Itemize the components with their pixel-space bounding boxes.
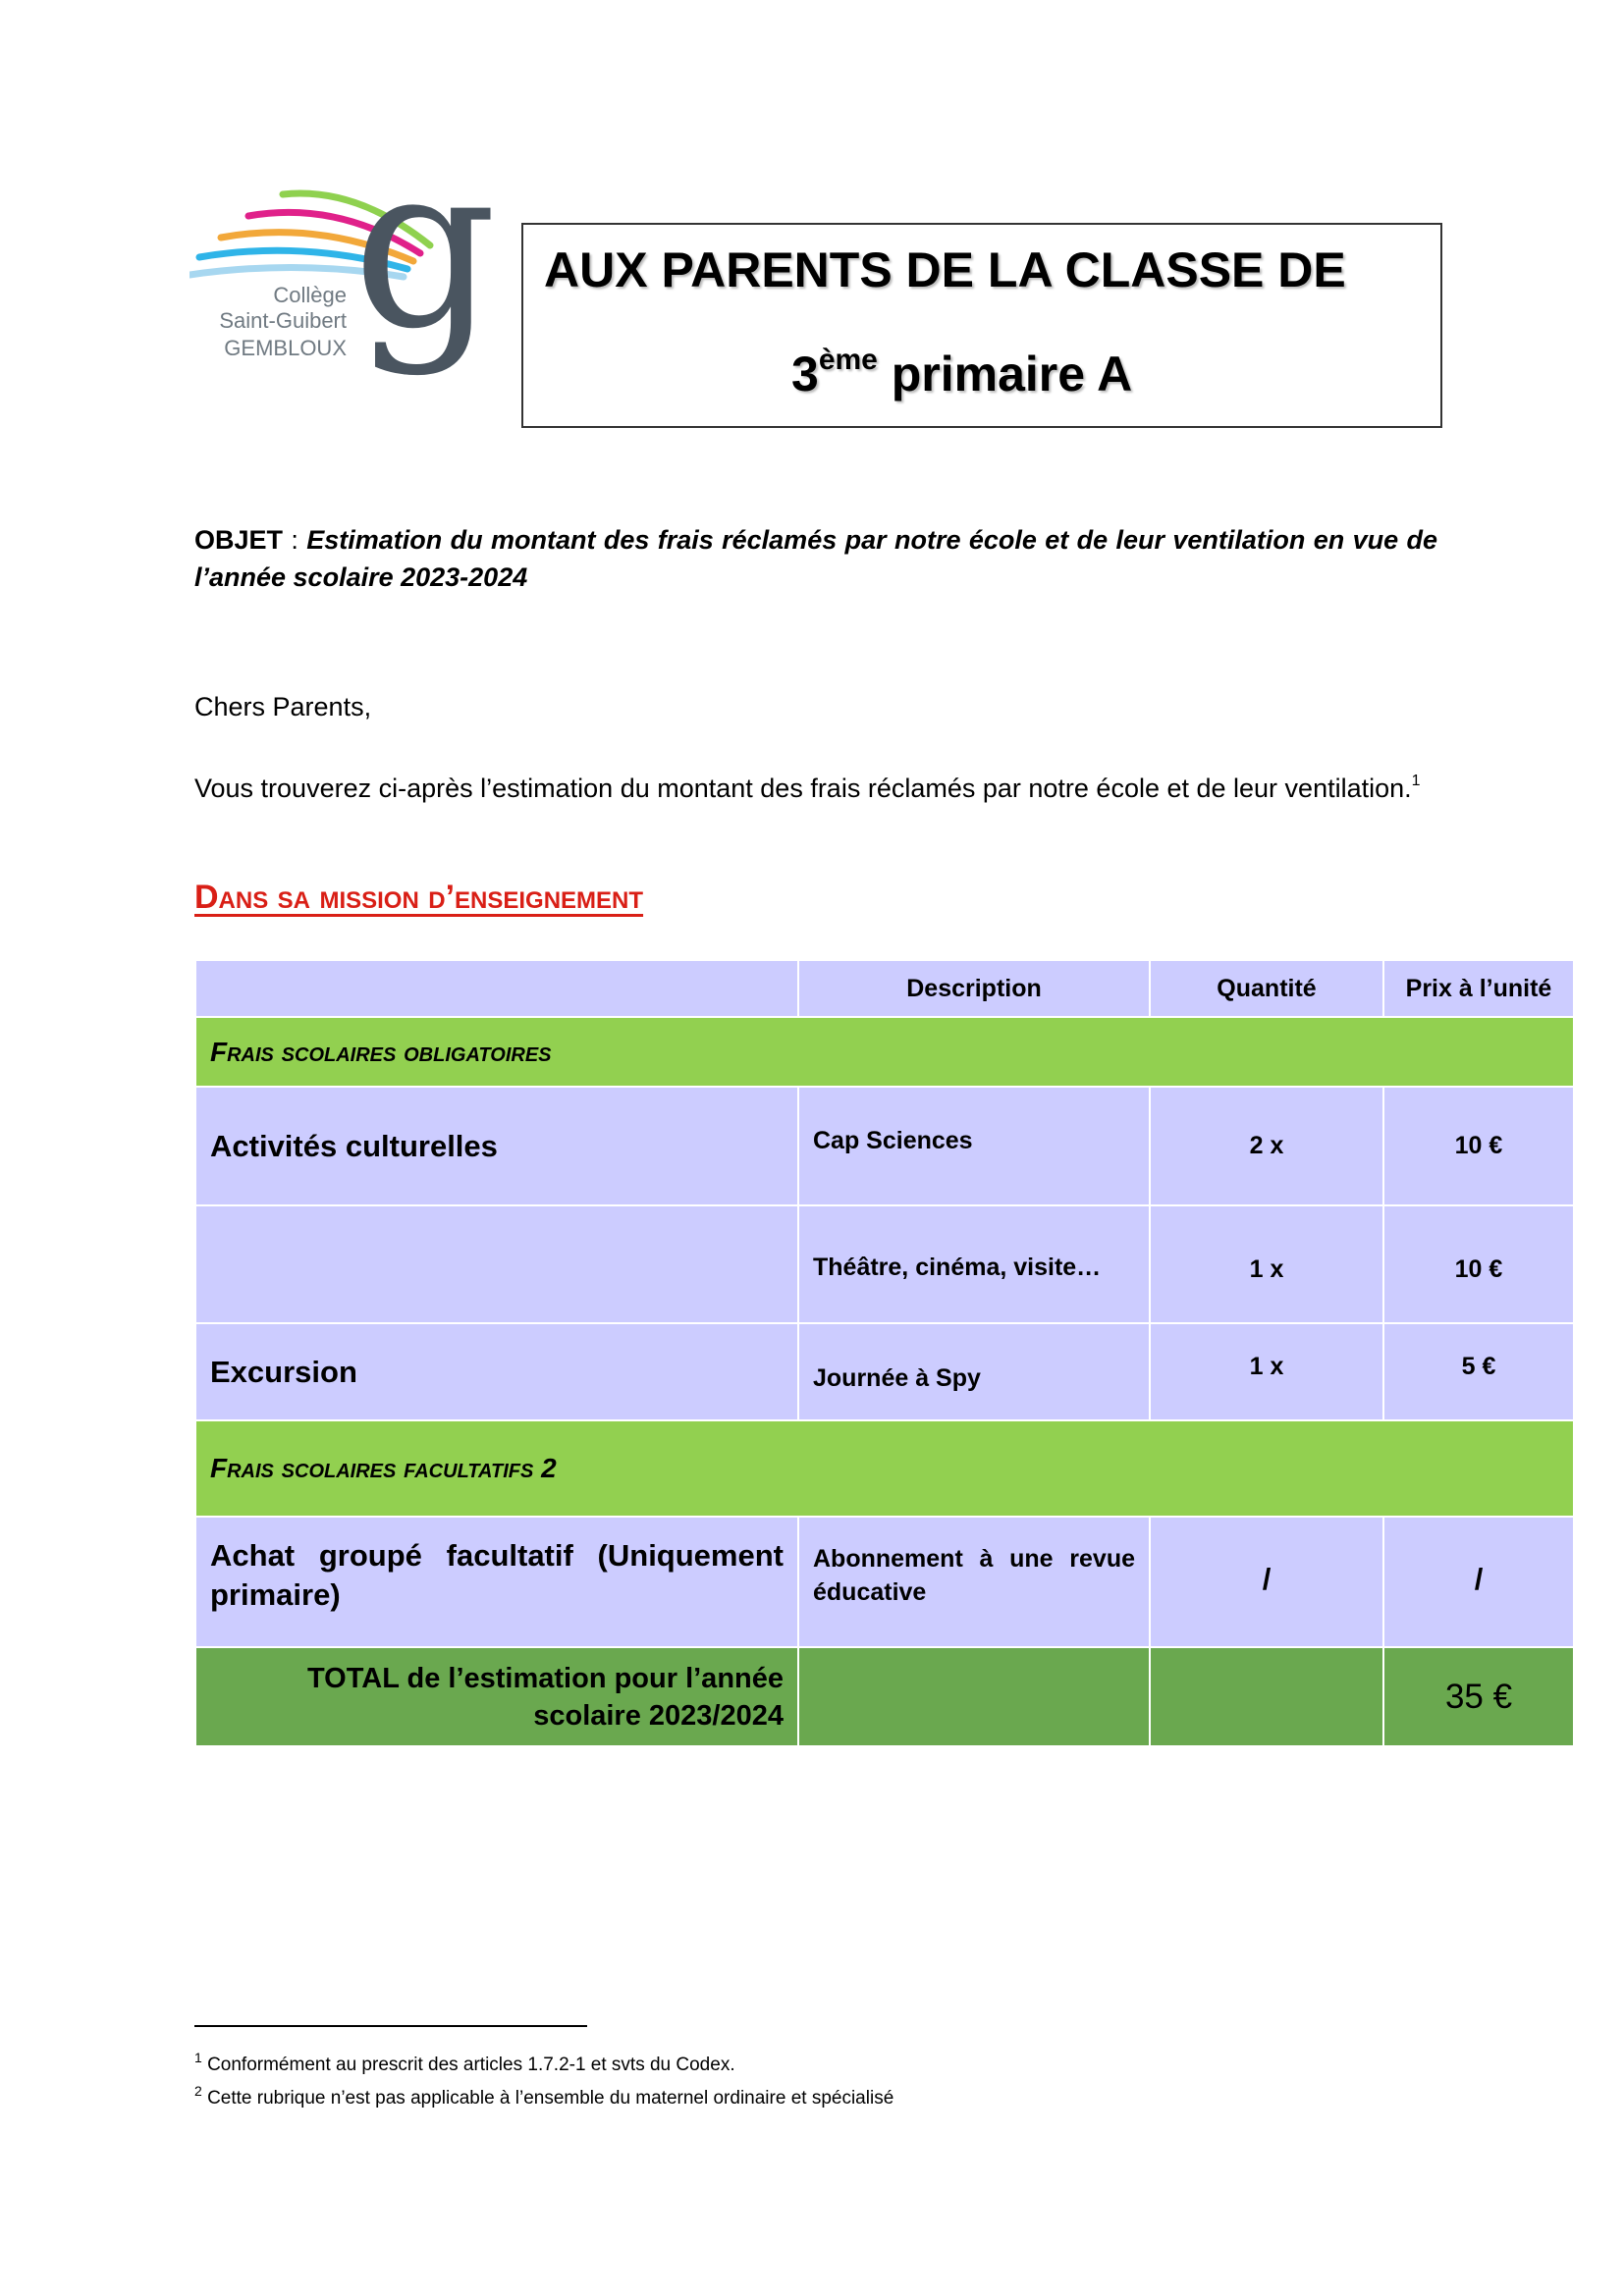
footnote-2-text: Cette rubrique n’est pas applicable à l’ensemble du maternel ordinaire et spécialisé (207, 2088, 894, 2109)
row-price: / (1383, 1517, 1574, 1647)
row-description: Théâtre, cinéma, visite… (798, 1205, 1150, 1323)
row-quantity: / (1150, 1517, 1383, 1647)
total-row (195, 1647, 1574, 1746)
total-price: 35 € (1383, 1647, 1574, 1746)
footnote-2-number: 2 (194, 2083, 202, 2099)
subject-label: OBJET (194, 525, 284, 555)
row-price: 5 € (1383, 1323, 1574, 1420)
row-label: Achat groupé facultatif (Uniquement primaire) (195, 1517, 798, 1647)
header-quantity: Quantité (1150, 960, 1383, 1017)
footnote-1-number: 1 (194, 2050, 202, 2065)
total-empty-quantity (1150, 1647, 1383, 1746)
total-empty-description (798, 1647, 1150, 1746)
row-price: 10 € (1383, 1205, 1574, 1323)
logo-g-letter: g (352, 117, 498, 379)
footnote-divider (194, 2025, 587, 2027)
section-row-obligatoires (195, 1017, 1574, 1087)
subject-separator: : (283, 525, 307, 555)
footnote-1-text: Conformément au prescrit des articles 1.7.2-1 et svts du Codex. (207, 2055, 735, 2075)
row-price: 10 € (1383, 1087, 1574, 1205)
grade-suffix: ème (818, 344, 878, 376)
section-title: Dans sa mission d’enseignement (194, 879, 644, 916)
subject-line (194, 521, 1437, 596)
logo-line-2: Saint-Guibert (219, 308, 347, 333)
row-label: Activités culturelles (195, 1087, 798, 1205)
header-class-name (791, 344, 1132, 402)
header-title: AUX PARENTS DE LA CLASSE DE (544, 242, 1346, 297)
row-description: Cap Sciences (798, 1087, 1150, 1205)
subject-text: Estimation du montant des frais réclamés par notre école et de leur ventilation en vue de l’année scolaire 2023-2024 (194, 525, 1437, 592)
row-quantity: 1 x (1150, 1323, 1383, 1420)
table-row (195, 1323, 1574, 1420)
header-cell-empty (195, 960, 798, 1017)
header-description: Description (798, 960, 1150, 1017)
intro-paragraph (194, 763, 1437, 807)
logo-line-1: Collège (273, 283, 347, 307)
school-logo (189, 117, 498, 402)
section-row-facultatifs (195, 1420, 1574, 1517)
footnote-ref-1: 1 (1411, 773, 1421, 789)
intro-text: Vous trouverez ci-après l’estimation du montant des frais réclamés par notre école et de leur ventilation. (194, 774, 1412, 803)
row-quantity: 2 x (1150, 1087, 1383, 1205)
logo-line-3: GEMBLOUX (224, 336, 347, 360)
footnote-1 (194, 2050, 735, 2076)
footnote-2 (194, 2083, 893, 2109)
table-row (195, 1205, 1574, 1323)
row-label: Excursion (195, 1323, 798, 1420)
grade-rest: primaire A (877, 347, 1133, 401)
table-header-row (195, 960, 1574, 1017)
section-label-facultatifs: Frais scolaires facultatifs 2 (195, 1420, 1574, 1517)
total-label: TOTAL de l’estimation pour l’année scolaire 2023/2024 (195, 1647, 798, 1746)
greeting: Chers Parents, (194, 692, 372, 721)
header-unit-price: Prix à l’unité (1383, 960, 1574, 1017)
row-label (195, 1205, 798, 1323)
row-quantity: 1 x (1150, 1205, 1383, 1323)
grade-number: 3 (791, 347, 819, 401)
table-row (195, 1517, 1574, 1647)
table-row (195, 1087, 1574, 1205)
section-label-obligatoires: Frais scolaires obligatoires (195, 1017, 1574, 1087)
row-description: Abonnement à une revue éducative (798, 1517, 1150, 1647)
row-description: Journée à Spy (798, 1323, 1150, 1420)
fees-table (194, 959, 1575, 1747)
